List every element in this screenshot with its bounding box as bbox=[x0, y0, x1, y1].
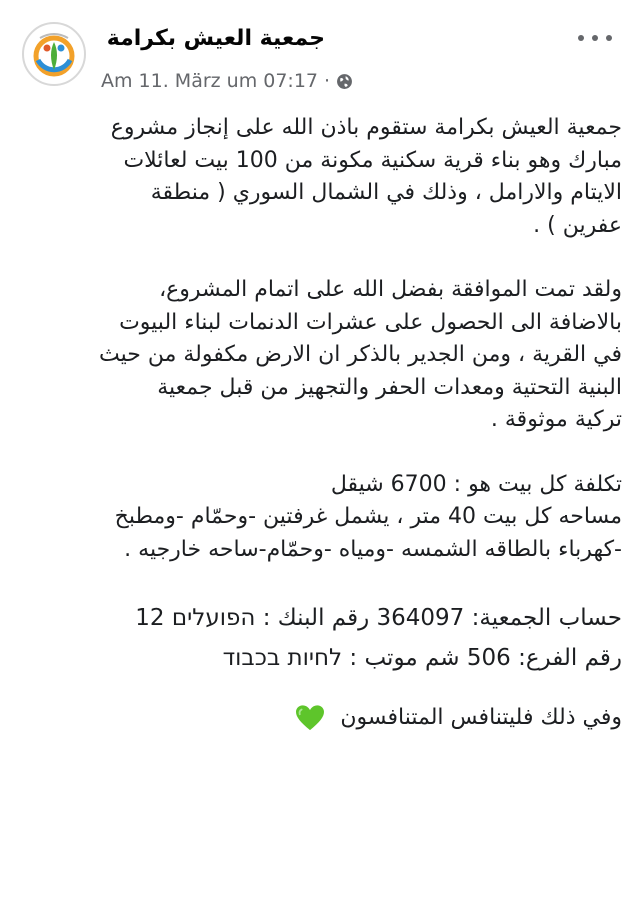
post-line: ولقد تمت الموافقة بفضل الله على اتمام المشروع، bbox=[159, 277, 622, 302]
post-body bbox=[36, 112, 622, 735]
post-meta bbox=[101, 70, 353, 92]
paragraph-approval bbox=[36, 274, 622, 437]
post-timestamp[interactable]: Am 11. März um 07:17 bbox=[101, 70, 319, 92]
closing-line bbox=[36, 702, 622, 735]
green-heart-icon bbox=[295, 704, 325, 732]
post-line: البنية التحتية ومعدات الحفر والتجهيز من قبل جمعية bbox=[157, 374, 622, 400]
more-options-icon bbox=[578, 35, 584, 41]
post-line: مبارك وهو بناء قرية سكنية مكونة من 100 بيت لعائلات bbox=[123, 147, 622, 173]
post-line: جمعية العيش بكرامة ستقوم باذن الله على إنجاز مشروع bbox=[110, 115, 622, 140]
page-avatar[interactable] bbox=[22, 22, 86, 86]
meta-separator: · bbox=[324, 70, 331, 92]
post-line: -كهرباء بالطاقه الشمسه -ومياه -وحمّام-ساحه خارجيه . bbox=[124, 536, 622, 562]
post-line: عفرين ) . bbox=[533, 212, 622, 238]
more-options-button[interactable] bbox=[578, 28, 612, 48]
post-line: تكلفة كل بيت هو : 6700 شيقل bbox=[330, 471, 622, 497]
page-name-link[interactable]: جمعية العيش بكرامة bbox=[106, 26, 325, 51]
paragraph-cost bbox=[36, 469, 622, 567]
post-line: تركية موثوقة . bbox=[490, 407, 622, 432]
post-line: الايتام والارامل ، وذلك في الشمال السوري ( منطقة bbox=[150, 180, 622, 205]
bank-account-line: حساب الجمعية: 364097 رقم البنك : הפועלים 12 bbox=[135, 605, 622, 631]
paragraph-project bbox=[36, 112, 622, 242]
post-line: بالاضافة الى الحصول على عشرات الدنمات لبناء البيوت bbox=[119, 309, 622, 335]
closing-text: وفي ذلك فليتنافس المتنافسون bbox=[340, 705, 622, 730]
post-line: في القرية ، ومن الجدير بالذكر ان الارض مكفولة من حيث bbox=[98, 342, 622, 367]
bank-details bbox=[36, 598, 622, 678]
globe-icon[interactable] bbox=[336, 73, 353, 90]
bank-branch-line: رقم الفرع: 506 شم موتب : לחיות בכבוד bbox=[222, 645, 622, 671]
organization-logo-icon bbox=[24, 24, 84, 84]
post-header bbox=[0, 0, 640, 96]
post-line: مساحه كل بيت 40 متر ، يشمل غرفتين -وحمّام -ومطبخ bbox=[114, 504, 622, 529]
